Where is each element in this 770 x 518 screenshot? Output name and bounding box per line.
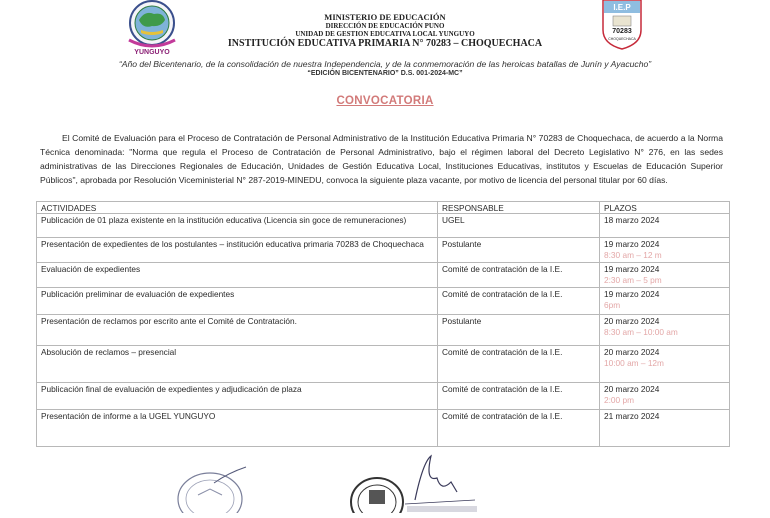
time-text: 6pm — [604, 300, 621, 310]
deadline-cell — [600, 346, 730, 383]
activity-cell: Publicación de 01 plaza existente en la institución educativa (Licencia sin goce de remuneraciones) — [37, 214, 438, 238]
date-text: 21 marzo 2024 — [604, 411, 660, 421]
activity-cell: Publicación preliminar de evaluación de expedientes — [37, 288, 438, 315]
committee-stamp — [170, 465, 250, 513]
responsible-cell: Comité de contratación de la I.E. — [438, 383, 600, 410]
table-row — [37, 214, 730, 238]
responsible-cell: Comité de contratación de la I.E. — [438, 263, 600, 288]
deadline-cell — [600, 263, 730, 288]
table-row — [37, 263, 730, 288]
date-text: 20 marzo 2024 — [604, 347, 660, 357]
deadline-cell — [600, 288, 730, 315]
date-text: 19 marzo 2024 — [604, 264, 660, 274]
institution-heading: INSTITUCIÓN EDUCATIVA PRIMARIA N° 70283 – CHOQUECHACA — [227, 38, 543, 49]
edition-motto: “EDICIÓN BICENTENARIO” D.S. 001-2024-MC” — [307, 70, 463, 77]
date-text: 20 marzo 2024 — [604, 384, 660, 394]
time-text: 8:30 am – 12 m — [604, 250, 662, 260]
deadline-cell — [600, 214, 730, 238]
deadline-cell — [600, 383, 730, 410]
activity-cell: Presentación de expedientes de los postulantes – institución educativa primaria 70283 de Choquechaca — [37, 238, 438, 263]
ugel-heading: UNIDAD DE GESTION EDUCATIVA LOCAL YUNGUYO — [295, 30, 475, 38]
right-logo-number: 70283 — [612, 28, 632, 35]
activity-cell: Presentación de reclamos por escrito ante el Comité de Contratación. — [37, 315, 438, 346]
deadline-cell — [600, 315, 730, 346]
ministry-heading: MINISTERIO DE EDUCACIÓN — [324, 12, 446, 22]
table-row — [37, 238, 730, 263]
right-logo-place: CHOQUECHACA — [608, 37, 636, 41]
table-row — [37, 410, 730, 447]
table-row — [37, 346, 730, 383]
date-text: 19 marzo 2024 — [604, 239, 660, 249]
deadline-cell — [600, 238, 730, 263]
header-activities: ACTIVIDADES — [37, 202, 438, 214]
time-text: 2:30 am – 5 pm — [604, 275, 662, 285]
left-logo-caption: YUNGUYO — [134, 49, 170, 56]
time-text: 10:00 am – 12m — [604, 358, 664, 368]
table-row — [37, 315, 730, 346]
activity-cell: Evaluación de expedientes — [37, 263, 438, 288]
responsible-cell: Comité de contratación de la I.E. — [438, 288, 600, 315]
responsible-cell: Postulante — [438, 315, 600, 346]
page-title: CONVOCATORIA — [336, 95, 434, 107]
responsible-cell: Comité de contratación de la I.E. — [438, 410, 600, 447]
director-stamp-and-signature — [345, 452, 480, 513]
header-responsible: RESPONSABLE — [438, 202, 600, 214]
right-logo-label: I.E.P — [613, 3, 631, 12]
intro-paragraph: El Comité de Evaluación para el Proceso de Contratación de Personal Administrativo de la Institución Educativa Primaria N° 70283 de Choquechaca, de acuerdo a la Norma Técnica denominada: "Norma que regula el Proceso de Contratación de Personal Administrativo, bajo el régimen laboral del Decreto Legislativo N° 276, en las sedes administrativas de las Direcciones Regionales de Educación, Unidades de Gestión Educativa Local, Instituciones Educativas, institutos y Escuelas de Educación Superior Públicos", aprobada por Resolución Viceministerial N° 287-2019-MINEDU, convoca la siguiente plaza vacante, por motivo de licencia del personal titular por 60 días. — [40, 132, 723, 186]
activity-cell: Presentación de informe a la UGEL YUNGUYO — [37, 410, 438, 447]
responsible-cell: Postulante — [438, 238, 600, 263]
table-header-row — [37, 202, 730, 214]
time-text: 2:00 pm — [604, 395, 634, 405]
deadline-cell — [600, 410, 730, 447]
responsible-cell: UGEL — [438, 214, 600, 238]
direction-heading: DIRECCIÓN DE EDUCACIÓN PUNO — [325, 22, 445, 30]
date-text: 19 marzo 2024 — [604, 289, 660, 299]
table-row — [37, 383, 730, 410]
responsible-cell: Comité de contratación de la I.E. — [438, 346, 600, 383]
header-deadlines: PLAZOS — [600, 202, 730, 214]
activity-cell: Publicación final de evaluación de expedientes y adjudicación de plaza — [37, 383, 438, 410]
date-text: 18 marzo 2024 — [604, 215, 660, 225]
year-motto: “Año del Bicentenario, de la consolidación de nuestra Independencia, y de la conmemoración de las heroicas batallas de Junín y Ayacucho” — [118, 59, 652, 69]
table-row — [37, 288, 730, 315]
school-logo — [600, 0, 644, 50]
activity-cell: Absolución de reclamos – presencial — [37, 346, 438, 383]
schedule-table — [36, 201, 730, 447]
date-text: 20 marzo 2024 — [604, 316, 660, 326]
time-text: 8:30 am – 10:00 am — [604, 327, 678, 337]
yunguyo-logo — [121, 0, 183, 56]
